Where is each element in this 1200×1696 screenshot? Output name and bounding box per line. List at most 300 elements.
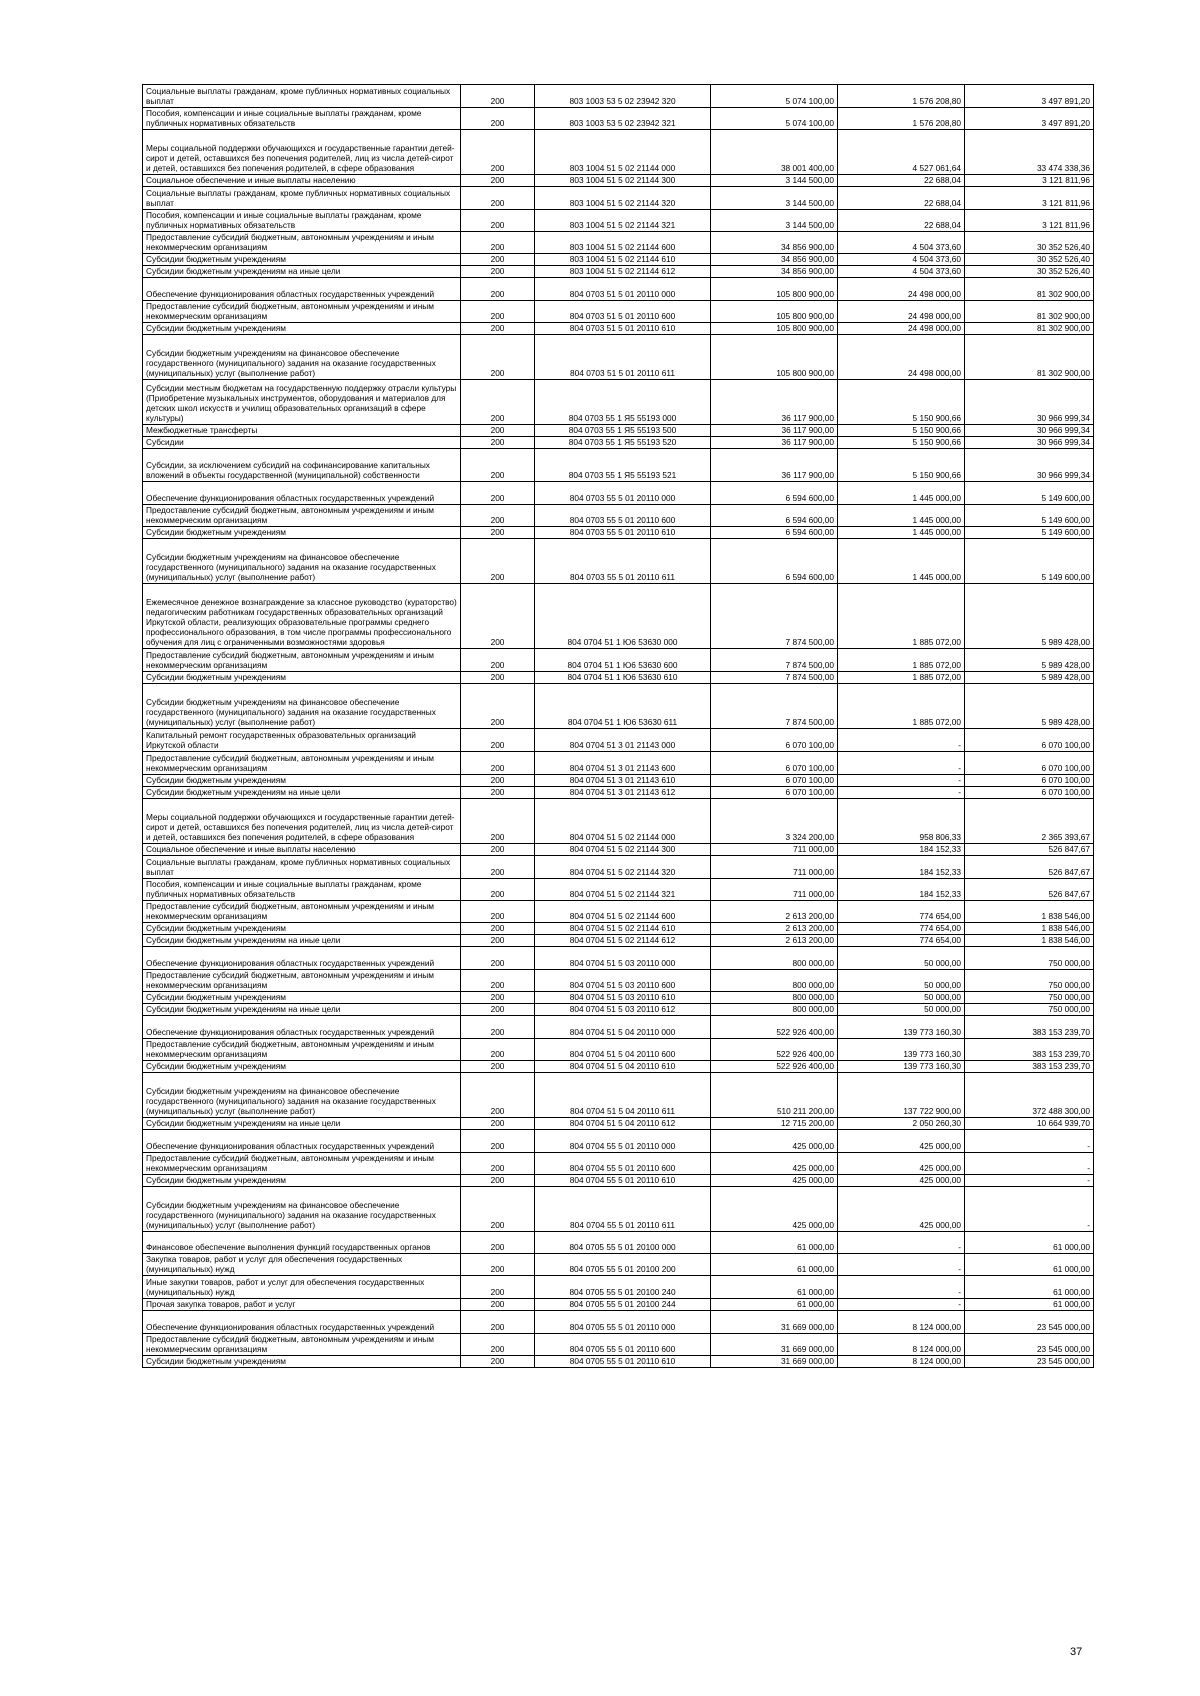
row-name: Предоставление субсидий бюджетным, автономным учреждениям и иным некоммерческим организациям [143, 301, 461, 323]
row-name: Субсидии бюджетным учреждениям [143, 672, 461, 684]
row-name: Субсидии бюджетным учреждениям на финансовое обеспечение государственного (муниципального) задания на оказание государственных (муниципальных) услуг (выполнение работ) [143, 1187, 461, 1232]
row-unexecuted-amount: 3 497 891,20 [965, 85, 1094, 108]
table-row [143, 266, 1094, 278]
row-budget-code: 804 0703 55 1 Я5 55193 521 [535, 449, 711, 482]
row-approved-amount: 31 669 000,00 [711, 1356, 838, 1368]
row-code: 200 [461, 1254, 535, 1276]
row-approved-amount: 425 000,00 [711, 1130, 838, 1153]
row-name: Обеспечение функционирования областных государственных учреждений [143, 1311, 461, 1334]
row-approved-amount: 6 070 100,00 [711, 787, 838, 799]
row-executed-amount: 22 688,04 [838, 187, 965, 210]
table-row [143, 879, 1094, 901]
row-executed-amount: 1 885 072,00 [838, 649, 965, 672]
row-unexecuted-amount: 5 149 600,00 [965, 482, 1094, 505]
row-executed-amount: - [838, 729, 965, 752]
row-code: 200 [461, 684, 535, 729]
row-executed-amount: 1 445 000,00 [838, 505, 965, 527]
row-budget-code: 804 0704 51 5 03 20110 600 [535, 970, 711, 992]
row-approved-amount: 105 800 900,00 [711, 301, 838, 323]
row-approved-amount: 7 874 500,00 [711, 684, 838, 729]
row-approved-amount: 12 715 200,00 [711, 1118, 838, 1130]
row-approved-amount: 6 594 600,00 [711, 539, 838, 584]
row-name: Субсидии бюджетным учреждениям [143, 323, 461, 335]
row-code: 200 [461, 449, 535, 482]
row-code: 200 [461, 505, 535, 527]
table-row [143, 856, 1094, 879]
row-name: Субсидии бюджетным учреждениям на финансовое обеспечение государственного (муниципального) задания на оказание государственных (муниципальных) услуг (выполнение работ) [143, 335, 461, 380]
row-name: Меры социальной поддержки обучающихся и государственные гарантии детей-сирот и детей, оставшихся без попечения родителей, лиц из числа детей-сирот и детей, оставшихся без попечения родителей, в сфере образования [143, 799, 461, 844]
row-approved-amount: 522 926 400,00 [711, 1039, 838, 1061]
row-code: 200 [461, 175, 535, 187]
row-code: 200 [461, 1039, 535, 1061]
table-row [143, 752, 1094, 775]
row-executed-amount: 22 688,04 [838, 210, 965, 232]
row-name: Иные закупки товаров, работ и услуг для обеспечения государственных (муниципальных) нужд [143, 1276, 461, 1299]
row-executed-amount: - [838, 752, 965, 775]
row-code: 200 [461, 130, 535, 175]
row-code: 200 [461, 482, 535, 505]
row-name: Субсидии бюджетным учреждениям на иные цели [143, 1004, 461, 1016]
row-name: Субсидии местным бюджетам на государственную поддержку отрасли культуры (Приобретение музыкальных инструментов, оборудования и материалов для детских школ искусств и училищ образовательных организаций в сфере культуры) [143, 380, 461, 425]
table-row [143, 323, 1094, 335]
row-budget-code: 804 0704 51 5 02 21144 320 [535, 856, 711, 879]
row-unexecuted-amount: 5 149 600,00 [965, 539, 1094, 584]
row-name: Предоставление субсидий бюджетным, автономным учреждениям и иным некоммерческим организациям [143, 970, 461, 992]
row-code: 200 [461, 1073, 535, 1118]
table-body [143, 85, 1094, 1368]
row-approved-amount: 425 000,00 [711, 1153, 838, 1175]
table-row [143, 923, 1094, 935]
row-name: Субсидии бюджетным учреждениям на финансовое обеспечение государственного (муниципального) задания на оказание государственных (муниципальных) услуг (выполнение работ) [143, 684, 461, 729]
row-budget-code: 804 0705 55 5 01 20110 610 [535, 1356, 711, 1368]
row-unexecuted-amount: 30 966 999,34 [965, 449, 1094, 482]
table-row [143, 1118, 1094, 1130]
row-budget-code: 803 1004 51 5 02 21144 320 [535, 187, 711, 210]
row-approved-amount: 800 000,00 [711, 992, 838, 1004]
row-executed-amount: 139 773 160,30 [838, 1016, 965, 1039]
row-executed-amount: 24 498 000,00 [838, 335, 965, 380]
row-executed-amount: 1 576 208,80 [838, 85, 965, 108]
row-executed-amount: 5 150 900,66 [838, 437, 965, 449]
row-name: Предоставление субсидий бюджетным, автономным учреждениям и иным некоммерческим организациям [143, 649, 461, 672]
row-budget-code: 804 0703 55 1 Я5 55193 500 [535, 425, 711, 437]
row-budget-code: 804 0704 51 5 02 21144 612 [535, 935, 711, 947]
row-name: Социальные выплаты гражданам, кроме публичных нормативных социальных выплат [143, 85, 461, 108]
row-code: 200 [461, 1276, 535, 1299]
row-budget-code: 803 1004 51 5 02 21144 300 [535, 175, 711, 187]
row-executed-amount: - [838, 1254, 965, 1276]
row-approved-amount: 510 211 200,00 [711, 1073, 838, 1118]
row-approved-amount: 61 000,00 [711, 1254, 838, 1276]
row-code: 200 [461, 879, 535, 901]
row-executed-amount: 774 654,00 [838, 901, 965, 923]
row-approved-amount: 6 070 100,00 [711, 752, 838, 775]
table-row [143, 584, 1094, 649]
row-executed-amount: 1 885 072,00 [838, 684, 965, 729]
row-budget-code: 804 0704 51 5 04 20110 611 [535, 1073, 711, 1118]
table-row [143, 970, 1094, 992]
row-executed-amount: 50 000,00 [838, 1004, 965, 1016]
row-executed-amount: 8 124 000,00 [838, 1311, 965, 1334]
page-number: 37 [1070, 1646, 1083, 1658]
row-unexecuted-amount: 1 838 546,00 [965, 923, 1094, 935]
table-row [143, 947, 1094, 970]
row-name: Предоставление субсидий бюджетным, автономным учреждениям и иным некоммерческим организациям [143, 1334, 461, 1356]
table-row [143, 85, 1094, 108]
table-row [143, 187, 1094, 210]
row-executed-amount: - [838, 1276, 965, 1299]
row-name: Меры социальной поддержки обучающихся и государственные гарантии детей-сирот и детей, оставшихся без попечения родителей, лиц из числа детей-сирот и детей, оставшихся без попечения родителей, в сфере образования [143, 130, 461, 175]
row-approved-amount: 61 000,00 [711, 1276, 838, 1299]
row-budget-code: 804 0704 51 1 Ю6 53630 611 [535, 684, 711, 729]
row-approved-amount: 34 856 900,00 [711, 254, 838, 266]
row-name: Субсидии [143, 437, 461, 449]
row-code: 200 [461, 1118, 535, 1130]
row-unexecuted-amount: 750 000,00 [965, 970, 1094, 992]
row-name: Субсидии бюджетным учреждениям [143, 775, 461, 787]
row-executed-amount: 50 000,00 [838, 992, 965, 1004]
row-budget-code: 804 0705 55 5 01 20110 000 [535, 1311, 711, 1334]
table-row [143, 254, 1094, 266]
row-budget-code: 804 0704 51 5 02 21144 000 [535, 799, 711, 844]
table-row [143, 1130, 1094, 1153]
row-executed-amount: 8 124 000,00 [838, 1334, 965, 1356]
row-code: 200 [461, 729, 535, 752]
row-budget-code: 804 0704 51 3 01 21143 000 [535, 729, 711, 752]
row-approved-amount: 3 324 200,00 [711, 799, 838, 844]
row-unexecuted-amount: 6 070 100,00 [965, 752, 1094, 775]
row-executed-amount: - [838, 1299, 965, 1311]
table-row [143, 505, 1094, 527]
row-code: 200 [461, 108, 535, 130]
row-unexecuted-amount: - [965, 1130, 1094, 1153]
row-name: Предоставление субсидий бюджетным, автономным учреждениям и иным некоммерческим организациям [143, 1039, 461, 1061]
row-name: Обеспечение функционирования областных государственных учреждений [143, 1016, 461, 1039]
row-budget-code: 804 0703 55 5 01 20110 600 [535, 505, 711, 527]
row-approved-amount: 800 000,00 [711, 1004, 838, 1016]
row-approved-amount: 34 856 900,00 [711, 266, 838, 278]
table-row [143, 1356, 1094, 1368]
row-name: Социальные выплаты гражданам, кроме публичных нормативных социальных выплат [143, 856, 461, 879]
row-name: Обеспечение функционирования областных государственных учреждений [143, 482, 461, 505]
row-code: 200 [461, 1311, 535, 1334]
row-name: Закупка товаров, работ и услуг для обеспечения государственных (муниципальных) нужд [143, 1254, 461, 1276]
row-executed-amount: 184 152,33 [838, 879, 965, 901]
row-approved-amount: 6 070 100,00 [711, 775, 838, 787]
table-row [143, 775, 1094, 787]
row-budget-code: 803 1004 51 5 02 21144 612 [535, 266, 711, 278]
row-code: 200 [461, 254, 535, 266]
row-budget-code: 804 0703 55 1 Я5 55193 000 [535, 380, 711, 425]
table-row [143, 844, 1094, 856]
row-budget-code: 804 0704 51 1 Ю6 53630 600 [535, 649, 711, 672]
row-name: Субсидии бюджетным учреждениям [143, 923, 461, 935]
row-unexecuted-amount: 30 966 999,34 [965, 425, 1094, 437]
row-approved-amount: 711 000,00 [711, 844, 838, 856]
row-name: Прочая закупка товаров, работ и услуг [143, 1299, 461, 1311]
row-approved-amount: 36 117 900,00 [711, 449, 838, 482]
row-approved-amount: 34 856 900,00 [711, 232, 838, 254]
table-row [143, 175, 1094, 187]
row-unexecuted-amount: 372 488 300,00 [965, 1073, 1094, 1118]
table-row [143, 210, 1094, 232]
row-code: 200 [461, 799, 535, 844]
table-row [143, 527, 1094, 539]
table-row [143, 1073, 1094, 1118]
row-budget-code: 804 0704 55 5 01 20110 611 [535, 1187, 711, 1232]
row-executed-amount: 1 445 000,00 [838, 482, 965, 505]
row-unexecuted-amount: 5 149 600,00 [965, 505, 1094, 527]
row-unexecuted-amount: 30 352 526,40 [965, 254, 1094, 266]
row-executed-amount: 4 504 373,60 [838, 266, 965, 278]
row-unexecuted-amount: 61 000,00 [965, 1299, 1094, 1311]
row-approved-amount: 6 594 600,00 [711, 505, 838, 527]
table-row [143, 1187, 1094, 1232]
row-name: Обеспечение функционирования областных государственных учреждений [143, 947, 461, 970]
row-budget-code: 804 0704 51 5 04 20110 612 [535, 1118, 711, 1130]
row-budget-code: 804 0704 51 3 01 21143 600 [535, 752, 711, 775]
row-name: Субсидии бюджетным учреждениям [143, 254, 461, 266]
row-name: Предоставление субсидий бюджетным, автономным учреждениям и иным некоммерческим организациям [143, 752, 461, 775]
row-code: 200 [461, 1130, 535, 1153]
row-code: 200 [461, 649, 535, 672]
table-row [143, 278, 1094, 301]
row-unexecuted-amount: 3 497 891,20 [965, 108, 1094, 130]
row-name: Ежемесячное денежное вознаграждение за классное руководство (кураторство) педагогическим работникам государственных образовательных организаций Иркутской области, реализующих образовательные программы среднего профессионального образования, в том числе программы профессионального обучения для лиц с ограниченными возможностями здоровья [143, 584, 461, 649]
row-code: 200 [461, 970, 535, 992]
row-budget-code: 804 0703 51 5 01 20110 610 [535, 323, 711, 335]
budget-table [142, 84, 1094, 1368]
row-name: Субсидии бюджетным учреждениям [143, 1175, 461, 1187]
table-row [143, 539, 1094, 584]
table-row [143, 380, 1094, 425]
table-row [143, 1153, 1094, 1175]
table-row [143, 1311, 1094, 1334]
row-budget-code: 804 0704 51 3 01 21143 612 [535, 787, 711, 799]
table-row [143, 437, 1094, 449]
row-unexecuted-amount: 526 847,67 [965, 856, 1094, 879]
row-unexecuted-amount: 3 121 811,96 [965, 187, 1094, 210]
row-budget-code: 804 0704 51 5 02 21144 610 [535, 923, 711, 935]
table-row [143, 335, 1094, 380]
row-executed-amount: 184 152,33 [838, 856, 965, 879]
table-row [143, 425, 1094, 437]
row-code: 200 [461, 1016, 535, 1039]
row-executed-amount: 137 722 900,00 [838, 1073, 965, 1118]
row-budget-code: 804 0703 55 5 01 20110 610 [535, 527, 711, 539]
row-approved-amount: 6 594 600,00 [711, 527, 838, 539]
row-unexecuted-amount: - [965, 1187, 1094, 1232]
row-name: Субсидии, за исключением субсидий на софинансирование капитальных вложений в объекты государственной (муниципальной) собственности [143, 449, 461, 482]
row-budget-code: 804 0704 51 1 Ю6 53630 000 [535, 584, 711, 649]
row-approved-amount: 61 000,00 [711, 1232, 838, 1254]
row-code: 200 [461, 527, 535, 539]
row-budget-code: 804 0703 55 5 01 20110 611 [535, 539, 711, 584]
row-code: 200 [461, 232, 535, 254]
row-unexecuted-amount: 6 070 100,00 [965, 775, 1094, 787]
row-name: Пособия, компенсации и иные социальные выплаты гражданам, кроме публичных нормативных обязательств [143, 210, 461, 232]
row-unexecuted-amount: 5 989 428,00 [965, 584, 1094, 649]
row-code: 200 [461, 1334, 535, 1356]
row-unexecuted-amount: 10 664 939,70 [965, 1118, 1094, 1130]
row-code: 200 [461, 584, 535, 649]
row-approved-amount: 522 926 400,00 [711, 1016, 838, 1039]
row-unexecuted-amount: 5 149 600,00 [965, 527, 1094, 539]
row-unexecuted-amount: 526 847,67 [965, 844, 1094, 856]
row-unexecuted-amount: 383 153 239,70 [965, 1016, 1094, 1039]
row-name: Субсидии бюджетным учреждениям на иные цели [143, 787, 461, 799]
row-code: 200 [461, 775, 535, 787]
row-budget-code: 803 1004 51 5 02 21144 600 [535, 232, 711, 254]
table-row [143, 301, 1094, 323]
row-unexecuted-amount: - [965, 1175, 1094, 1187]
row-budget-code: 803 1004 51 5 02 21144 610 [535, 254, 711, 266]
row-name: Обеспечение функционирования областных государственных учреждений [143, 1130, 461, 1153]
row-executed-amount: 5 150 900,66 [838, 425, 965, 437]
row-name: Предоставление субсидий бюджетным, автономным учреждениям и иным некоммерческим организациям [143, 1153, 461, 1175]
row-approved-amount: 425 000,00 [711, 1175, 838, 1187]
row-unexecuted-amount: 61 000,00 [965, 1254, 1094, 1276]
row-unexecuted-amount: 6 070 100,00 [965, 787, 1094, 799]
row-code: 200 [461, 1004, 535, 1016]
row-name: Субсидии бюджетным учреждениям [143, 1061, 461, 1073]
row-executed-amount: - [838, 787, 965, 799]
row-budget-code: 803 1003 53 5 02 23942 321 [535, 108, 711, 130]
row-approved-amount: 105 800 900,00 [711, 278, 838, 301]
row-code: 200 [461, 1232, 535, 1254]
row-executed-amount: 1 445 000,00 [838, 527, 965, 539]
row-code: 200 [461, 380, 535, 425]
row-budget-code: 804 0705 55 5 01 20100 200 [535, 1254, 711, 1276]
row-code: 200 [461, 901, 535, 923]
row-executed-amount: 22 688,04 [838, 175, 965, 187]
row-unexecuted-amount: 383 153 239,70 [965, 1039, 1094, 1061]
row-budget-code: 804 0703 55 5 01 20110 000 [535, 482, 711, 505]
row-approved-amount: 105 800 900,00 [711, 323, 838, 335]
row-executed-amount: 5 150 900,66 [838, 449, 965, 482]
table-row [143, 1232, 1094, 1254]
table-row [143, 232, 1094, 254]
row-code: 200 [461, 923, 535, 935]
row-code: 200 [461, 1175, 535, 1187]
row-unexecuted-amount: 3 121 811,96 [965, 210, 1094, 232]
row-executed-amount: 139 773 160,30 [838, 1061, 965, 1073]
row-name: Субсидии бюджетным учреждениям [143, 992, 461, 1004]
row-code: 200 [461, 672, 535, 684]
row-approved-amount: 2 613 200,00 [711, 901, 838, 923]
row-unexecuted-amount: 750 000,00 [965, 1004, 1094, 1016]
row-code: 200 [461, 1187, 535, 1232]
row-executed-amount: 774 654,00 [838, 935, 965, 947]
row-budget-code: 804 0703 55 1 Я5 55193 520 [535, 437, 711, 449]
row-executed-amount: 50 000,00 [838, 947, 965, 970]
row-name: Межбюджетные трансферты [143, 425, 461, 437]
row-code: 200 [461, 278, 535, 301]
row-approved-amount: 7 874 500,00 [711, 584, 838, 649]
row-executed-amount: 4 504 373,60 [838, 232, 965, 254]
row-budget-code: 804 0703 51 5 01 20110 611 [535, 335, 711, 380]
row-executed-amount: 184 152,33 [838, 844, 965, 856]
row-approved-amount: 425 000,00 [711, 1187, 838, 1232]
row-approved-amount: 7 874 500,00 [711, 649, 838, 672]
row-approved-amount: 38 001 400,00 [711, 130, 838, 175]
row-unexecuted-amount: 3 121 811,96 [965, 175, 1094, 187]
row-code: 200 [461, 301, 535, 323]
row-unexecuted-amount: 5 989 428,00 [965, 649, 1094, 672]
row-budget-code: 804 0703 51 5 01 20110 600 [535, 301, 711, 323]
row-budget-code: 804 0705 55 5 01 20110 600 [535, 1334, 711, 1356]
row-budget-code: 804 0704 51 5 04 20110 610 [535, 1061, 711, 1073]
row-budget-code: 804 0704 51 5 03 20110 000 [535, 947, 711, 970]
table-row [143, 482, 1094, 505]
row-code: 200 [461, 437, 535, 449]
row-budget-code: 803 1004 51 5 02 21144 321 [535, 210, 711, 232]
table-row [143, 649, 1094, 672]
row-name: Предоставление субсидий бюджетным, автономным учреждениям и иным некоммерческим организациям [143, 232, 461, 254]
row-unexecuted-amount: 1 838 546,00 [965, 935, 1094, 947]
row-approved-amount: 5 074 100,00 [711, 108, 838, 130]
row-unexecuted-amount: 61 000,00 [965, 1276, 1094, 1299]
row-approved-amount: 800 000,00 [711, 947, 838, 970]
row-executed-amount: 425 000,00 [838, 1187, 965, 1232]
row-unexecuted-amount: 30 966 999,34 [965, 437, 1094, 449]
row-code: 200 [461, 992, 535, 1004]
row-name: Капитальный ремонт государственных образовательных организаций Иркутской области [143, 729, 461, 752]
table-row [143, 901, 1094, 923]
table-row [143, 729, 1094, 752]
row-budget-code: 803 1004 51 5 02 21144 000 [535, 130, 711, 175]
row-executed-amount: - [838, 775, 965, 787]
row-unexecuted-amount: 750 000,00 [965, 947, 1094, 970]
row-code: 200 [461, 935, 535, 947]
row-unexecuted-amount: 33 474 338,36 [965, 130, 1094, 175]
row-budget-code: 804 0704 51 5 04 20110 600 [535, 1039, 711, 1061]
row-name: Социальное обеспечение и иные выплаты населению [143, 844, 461, 856]
table-row [143, 1004, 1094, 1016]
row-executed-amount: 1 445 000,00 [838, 539, 965, 584]
table-row [143, 1299, 1094, 1311]
row-unexecuted-amount: 5 989 428,00 [965, 672, 1094, 684]
row-code: 200 [461, 1153, 535, 1175]
row-code: 200 [461, 856, 535, 879]
row-approved-amount: 6 594 600,00 [711, 482, 838, 505]
row-code: 200 [461, 539, 535, 584]
row-name: Субсидии бюджетным учреждениям на иные цели [143, 935, 461, 947]
row-name: Субсидии бюджетным учреждениям [143, 527, 461, 539]
row-budget-code: 804 0705 55 5 01 20100 240 [535, 1276, 711, 1299]
row-executed-amount: 24 498 000,00 [838, 301, 965, 323]
row-budget-code: 804 0704 55 5 01 20110 000 [535, 1130, 711, 1153]
row-approved-amount: 3 144 500,00 [711, 187, 838, 210]
row-executed-amount: 425 000,00 [838, 1130, 965, 1153]
row-name: Обеспечение функционирования областных государственных учреждений [143, 278, 461, 301]
row-executed-amount: 958 806,33 [838, 799, 965, 844]
table-row [143, 787, 1094, 799]
table-row [143, 449, 1094, 482]
row-code: 200 [461, 844, 535, 856]
row-executed-amount: 50 000,00 [838, 970, 965, 992]
row-unexecuted-amount: 1 838 546,00 [965, 901, 1094, 923]
row-code: 200 [461, 1299, 535, 1311]
table-row [143, 1039, 1094, 1061]
row-budget-code: 803 1003 53 5 02 23942 320 [535, 85, 711, 108]
row-unexecuted-amount: 30 352 526,40 [965, 266, 1094, 278]
row-executed-amount: 2 050 260,30 [838, 1118, 965, 1130]
row-code: 200 [461, 752, 535, 775]
row-executed-amount: 1 885 072,00 [838, 672, 965, 684]
row-name: Пособия, компенсации и иные социальные выплаты гражданам, кроме публичных нормативных обязательств [143, 108, 461, 130]
row-code: 200 [461, 787, 535, 799]
